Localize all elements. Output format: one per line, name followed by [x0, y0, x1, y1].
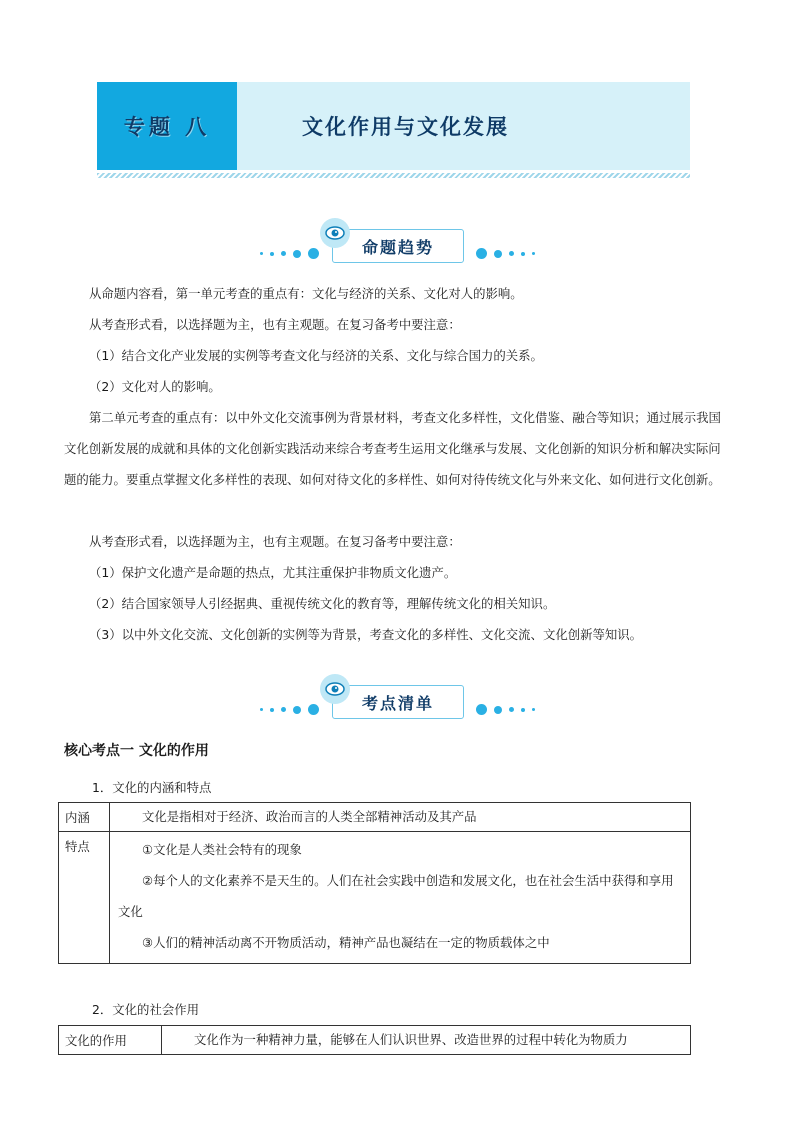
table-row [59, 1026, 691, 1055]
core-point-heading: 核心考点一 文化的作用 [64, 743, 209, 759]
feature-item: ①文化是人类社会特有的现象 [142, 842, 302, 857]
topic-title: 文化作用与文化发展 [302, 114, 509, 139]
trend-paragraph-3: 第二单元考查的重点有：以中外文化交流事例为背景材料，考查文化多样性，文化借鉴、融合等知识；通过展示我国文化创新发展的成就和具体的文化创新实践活动来综合考查考生运用文化继承与发展、文化创新的知识分析和解决实际问题的能力。要重点掌握文化多样性的表现、如何对待文化的多样性、如何对待传统文化与外来文化、如何进行文化创新。 [64, 410, 721, 487]
feature-item: ③人们的精神活动离不开物质活动，精神产品也凝结在一定的物质载体之中 [142, 935, 550, 950]
table-value-role: 文化作为一种精神力量，能够在人们认识世界、改造世界的过程中转化为物质力 [162, 1026, 691, 1055]
subheading-connotation: 1．文化的内涵和特点 [92, 780, 212, 795]
table-value-connotation: 文化是指相对于经济、政治而言的人类全部精神活动及其产品 [110, 803, 691, 832]
section-label-trend: 命题趋势 [332, 229, 464, 263]
decor-dots-left [260, 248, 319, 259]
trend-item-3: （1）保护文化遗产是命题的热点，尤其注重保护非物质文化遗产。 [89, 565, 457, 580]
trend-item-5: （3）以中外文化交流、文化创新的实例等为背景，考查文化的多样性、文化交流、文化创新等知识。 [89, 627, 643, 642]
trend-paragraph-1: 从命题内容看，第一单元考查的重点有：文化与经济的关系、文化对人的影响。 [89, 286, 523, 301]
table-label-features: 特点 [59, 832, 110, 964]
trend-item-1: （1）结合文化产业发展的实例等考查文化与经济的关系、文化与综合国力的关系。 [89, 348, 543, 363]
topic-banner [97, 82, 690, 170]
table-label-role: 文化的作用 [59, 1026, 162, 1055]
section-header-checklist [250, 674, 550, 720]
decor-dots-right [476, 704, 535, 715]
table-row [59, 832, 691, 964]
section-label-checklist: 考点清单 [332, 685, 464, 719]
eye-icon [320, 218, 350, 248]
trend-item-4: （2）结合国家领导人引经据典、重视传统文化的教育等，理解传统文化的相关知识。 [89, 596, 556, 611]
trend-paragraph-4: 从考查形式看，以选择题为主，也有主观题。在复习备考中要注意： [89, 534, 461, 549]
trend-item-2: （2）文化对人的影响。 [89, 379, 221, 394]
subheading-social-role: 2．文化的社会作用 [92, 1002, 200, 1017]
social-role-table [58, 1025, 691, 1055]
topic-number-block [97, 82, 237, 170]
table-label-connotation: 内涵 [59, 803, 110, 832]
eye-icon [320, 674, 350, 704]
section-header-trend [250, 218, 550, 264]
table-row [59, 803, 691, 832]
topic-number: 专题 八 [123, 114, 211, 139]
trend-paragraph-2: 从考查形式看，以选择题为主，也有主观题。在复习备考中要注意： [89, 317, 461, 332]
feature-item: ②每个人的文化素养不是天生的。人们在社会实践中创造和发展文化，也在社会生活中获得和享用文化 [118, 873, 674, 919]
banner-divider [97, 173, 690, 178]
table-value-features [110, 832, 691, 964]
connotation-table [58, 802, 691, 964]
decor-dots-left [260, 704, 319, 715]
decor-dots-right [476, 248, 535, 259]
